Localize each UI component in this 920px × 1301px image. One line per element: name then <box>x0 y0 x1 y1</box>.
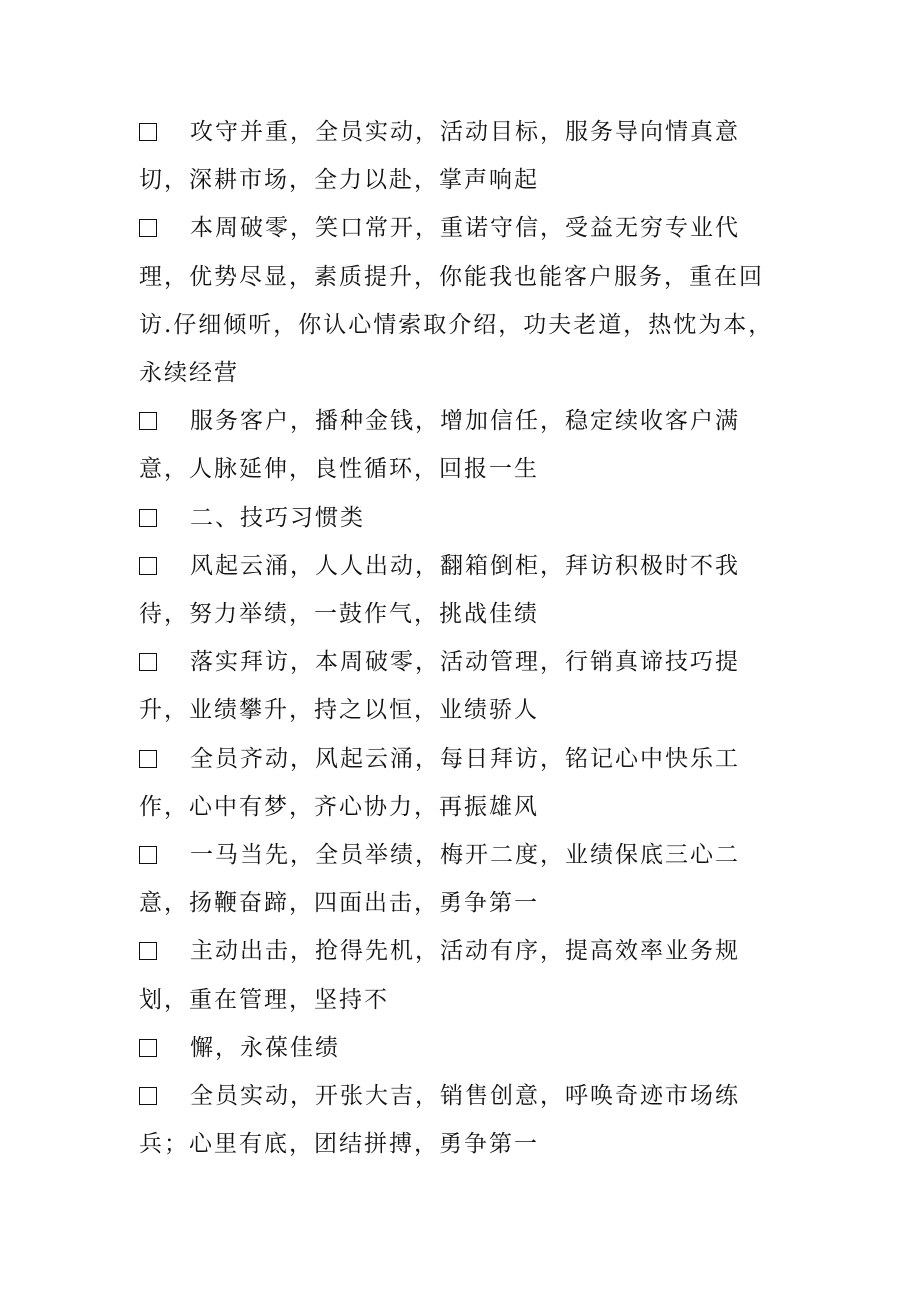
checkbox-icon <box>139 750 157 768</box>
list-item <box>139 1072 789 1168</box>
list-item-text: 攻守并重，全员实动，活动目标，服务导向情真意切，深耕市场，全力以赴，掌声响起 <box>139 119 740 194</box>
document-page <box>139 108 789 1168</box>
list-item-text: 风起云涌，人人出动，翻箱倒柜，拜访积极时不我待，努力举绩，一鼓作气，挑战佳绩 <box>139 552 740 628</box>
checkbox-icon <box>139 123 157 141</box>
list-item <box>139 108 789 204</box>
list-item <box>139 735 789 831</box>
checkbox-icon <box>139 412 157 430</box>
checkbox-icon <box>139 846 157 864</box>
checkbox-icon <box>139 219 157 237</box>
list-item <box>139 831 789 927</box>
section-heading-text: 二、技巧习惯类 <box>190 504 365 531</box>
list-item <box>139 204 789 397</box>
list-item <box>139 1024 789 1072</box>
checkbox-icon <box>139 653 157 671</box>
checkbox-icon <box>139 1039 157 1057</box>
list-item-text: 落实拜访，本周破零，活动管理，行销真谛技巧提升，业绩攀升，持之以恒，业绩骄人 <box>139 649 740 724</box>
list-item <box>139 638 789 734</box>
checkbox-icon <box>139 1087 157 1105</box>
list-item <box>139 542 789 638</box>
checkbox-icon <box>139 557 157 575</box>
list-item-text: 主动出击，抢得先机，活动有序，提高效率业务规划，重在管理，坚持不 <box>139 938 740 1013</box>
list-item-text: 本周破零，笑口常开，重诺守信，受益无穷专业代理，优势尽显，素质提升，你能我也能客户服务，重在回访.仔细倾听，你认心情索取介绍，功夫老道，热忱为本，永续经营 <box>139 215 774 387</box>
checkbox-icon <box>139 942 157 960</box>
list-item-text: 全员实动，开张大吉，销售创意，呼唤奇迹市场练兵；心里有底，团结拼搏，勇争第一 <box>139 1083 740 1158</box>
list-item-text: 全员齐动，风起云涌，每日拜访，铭记心中快乐工作，心中有梦，齐心协力，再振雄风 <box>139 745 740 820</box>
list-item <box>139 927 789 1023</box>
list-item-text: 服务客户，播种金钱，增加信任，稳定续收客户满意，人脉延伸，良性循环，回报一生 <box>139 408 740 483</box>
list-item-text: 一马当先，全员举绩，梅开二度，业绩保底三心二意，扬鞭奋蹄，四面出击，勇争第一 <box>139 842 740 917</box>
checkbox-icon <box>139 509 157 527</box>
section-heading <box>139 494 789 542</box>
list-item-text: 懈，永葆佳绩 <box>190 1034 340 1061</box>
list-item <box>139 397 789 493</box>
